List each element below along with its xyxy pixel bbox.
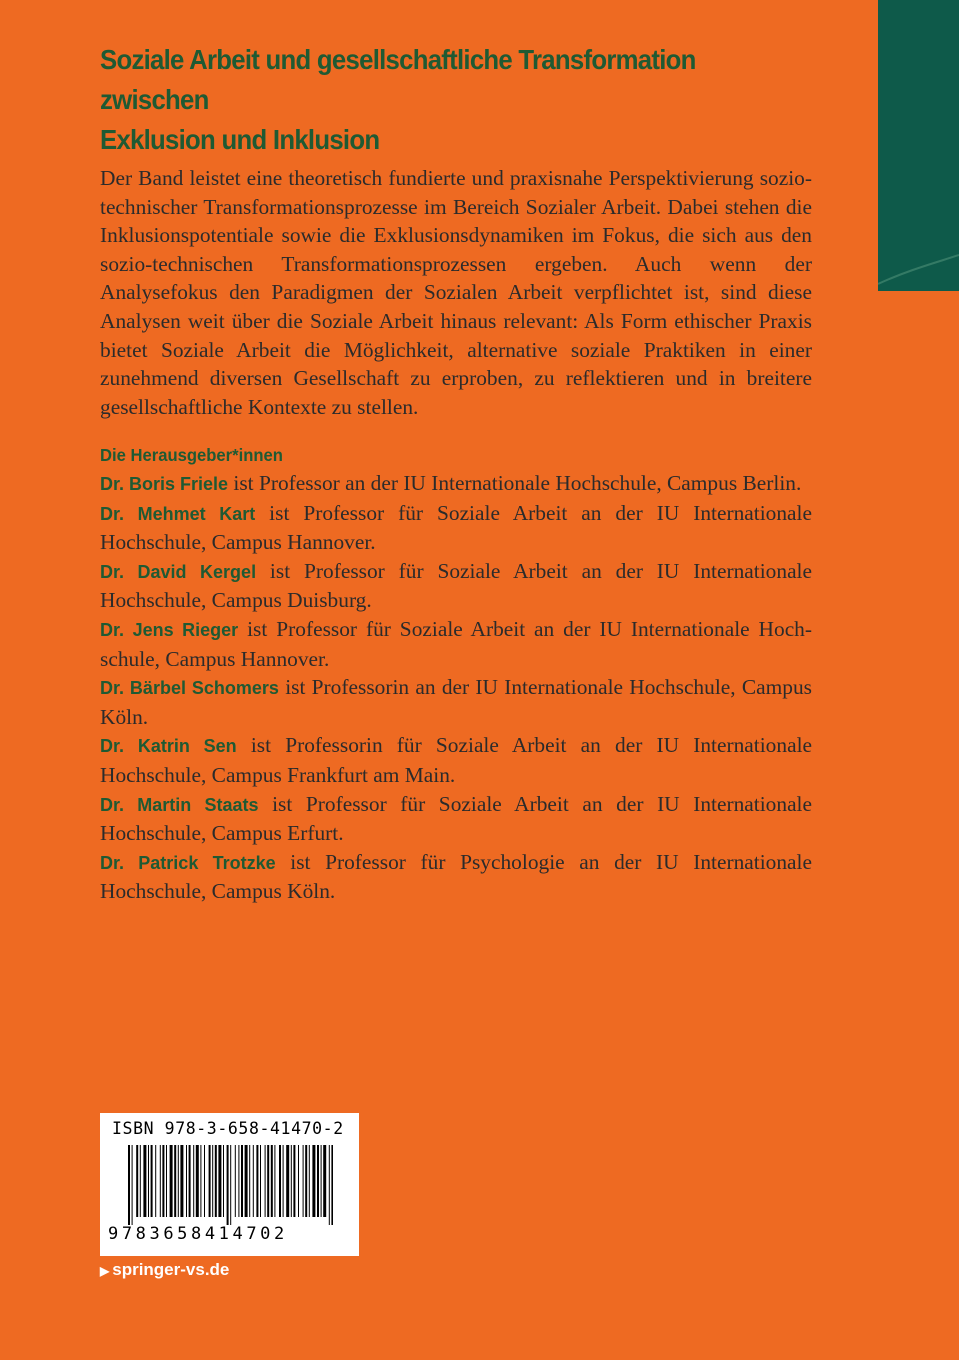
barcode-bar [204, 1145, 205, 1217]
editor-name: Dr. Martin Staats [100, 794, 259, 815]
barcode-bar [143, 1145, 146, 1217]
editors-list [100, 469, 812, 906]
barcode-bar [274, 1145, 275, 1217]
barcode-bar [189, 1145, 191, 1217]
barcode-bar [180, 1145, 183, 1217]
barcode-bar [227, 1145, 229, 1225]
barcode-bar [298, 1145, 299, 1217]
editor-bio: ist Professor an der IU Internationale Hochschule, Campus Berlin. [228, 471, 802, 495]
spine-color-band [878, 0, 959, 291]
barcode-bar [166, 1145, 167, 1217]
barcode-bar [305, 1145, 307, 1217]
editor-bio: ist Professor für Soziale Arbeit an der IU Internationale Hochschule, Campus Hannover. [100, 616, 813, 671]
editor-entry [100, 615, 812, 673]
barcode-bar [151, 1145, 153, 1217]
editor-entry [100, 469, 812, 499]
barcode-bar [241, 1145, 243, 1217]
play-arrow-icon: ▶ [100, 1264, 110, 1278]
barcode-bar [283, 1145, 284, 1217]
barcode-bar [253, 1145, 254, 1217]
barcode-bar [271, 1145, 273, 1217]
editor-bio: ist Professorin an der IU Internationale Hochschule, Campus Köln. [100, 675, 812, 729]
barcode-bar [260, 1145, 261, 1217]
book-title [100, 40, 781, 160]
barcode-bar [230, 1145, 231, 1225]
editor-name: Dr. Boris Friele [100, 474, 229, 494]
barcode-bar [178, 1145, 179, 1217]
title-line-2: Exklusion und Inklusion [100, 124, 380, 155]
barcode-bar [279, 1145, 281, 1217]
book-description: Der Band leistet eine theoretisch fundierte und praxisnahe Perspektivierung sozio-technischer Transformationsprozesse im Bereich Sozialer Arbeit. Dabei stehen die Inklusionspotentiale sowie die Exklusionsdynamiken im Fokus, die sich aus den sozio-technischen Transformationsprozessen ergeben. Auch wenn der Analysefokus den Paradigmen der Sozialen Arbeit verpflichtet ist, sind diese Analysen weit über die Soziale Arbeit hinaus relevant: Als Form ethischer Praxis bietet Soziale Arbeit die Möglichkeit, alternative soziale Praktiken in einer zunehmend diversen Gesellschaft zu erproben, zu reflektieren und in breitere gesellschaftliche Kontexte zu stellen. [100, 166, 812, 419]
editor-bio: ist Professor für Soziale Arbeit an der IU Internationale Hochschule, Campus Hannover. [100, 500, 812, 555]
isbn-label: ISBN 978-3-658-41470-2 [112, 1119, 344, 1138]
barcode-bar [215, 1145, 217, 1217]
editor-entry [100, 499, 812, 557]
barcode-bar [309, 1145, 310, 1217]
barcode-bar [209, 1145, 211, 1217]
editor-entry [100, 790, 812, 848]
editor-entry [100, 557, 812, 615]
barcode-graphic [128, 1145, 333, 1225]
editor-entry [100, 673, 812, 731]
spine-swoosh-graphic [878, 0, 959, 291]
barcode-bar [193, 1145, 194, 1217]
editor-entry [100, 848, 812, 906]
editor-bio: ist Professor für Soziale Arbeit an der IU Internationale Hochschule, Campus Erfurt. [100, 791, 812, 846]
editor-name: Dr. David Kergel [100, 561, 257, 582]
barcode-bar [267, 1145, 269, 1217]
editor-name: Dr. Bärbel Schomers [100, 678, 279, 699]
editor-entry [100, 731, 812, 789]
barcode-bar [218, 1145, 221, 1217]
editor-name: Dr. Patrick Trotzke [100, 852, 276, 873]
barcode-bar [196, 1145, 199, 1217]
editor-name: Dr. Katrin Sen [100, 736, 237, 757]
barcode-bar [170, 1145, 173, 1217]
barcode-bar [312, 1145, 315, 1217]
barcode-digits: 9783658414702 [108, 1224, 288, 1244]
barcode-bar [286, 1145, 289, 1217]
barcode-bar [140, 1145, 141, 1217]
barcode-bar [162, 1145, 164, 1217]
barcode-bar [186, 1145, 187, 1217]
barcode-bar [256, 1145, 258, 1217]
editors-heading: Die Herausgeber*innen [100, 445, 283, 465]
barcode-bar [174, 1145, 176, 1217]
publisher-url: springer-vs.de [112, 1260, 230, 1279]
barcode-bar [238, 1145, 239, 1217]
barcode-bar [291, 1145, 292, 1217]
barcode-bar [245, 1145, 248, 1217]
barcode-bar [321, 1145, 322, 1217]
barcode-bar [160, 1145, 161, 1217]
barcode-bar [235, 1145, 236, 1217]
title-line-1: Soziale Arbeit und gesellschaftliche Transformation zwischen [100, 44, 696, 115]
editor-bio: ist Professor für Psychologie an der IU Internationale Hochschule, Campus Köln. [100, 849, 812, 904]
barcode-bar [317, 1145, 319, 1217]
barcode-bar [249, 1145, 250, 1217]
barcode-bar [212, 1145, 213, 1217]
editor-name: Dr. Mehmet Kart [100, 503, 256, 524]
barcode-bar [136, 1145, 138, 1217]
editor-bio: ist Professor für Soziale Arbeit an der IU Internationale Hochschule, Campus Duisburg. [100, 558, 812, 613]
barcode-bar [303, 1145, 304, 1217]
barcode-bar [132, 1145, 133, 1225]
barcode-bar [155, 1145, 156, 1217]
barcode-bar [265, 1145, 266, 1217]
barcode-bar [323, 1145, 326, 1217]
isbn-barcode-box [100, 1113, 359, 1256]
barcode-bar [329, 1145, 330, 1225]
barcode-bar [293, 1145, 295, 1217]
barcode-bar [128, 1145, 130, 1225]
barcode-bar [331, 1145, 333, 1225]
barcode-bar [148, 1145, 149, 1217]
barcode-bar [200, 1145, 201, 1217]
publisher-link[interactable] [100, 1260, 229, 1280]
editor-name: Dr. Jens Rieger [100, 619, 239, 640]
editor-bio: ist Professorin für Soziale Arbeit an der IU Internationale Hochschule, Campus Frankfurt am Main. [100, 733, 813, 787]
barcode-bar [223, 1145, 224, 1217]
